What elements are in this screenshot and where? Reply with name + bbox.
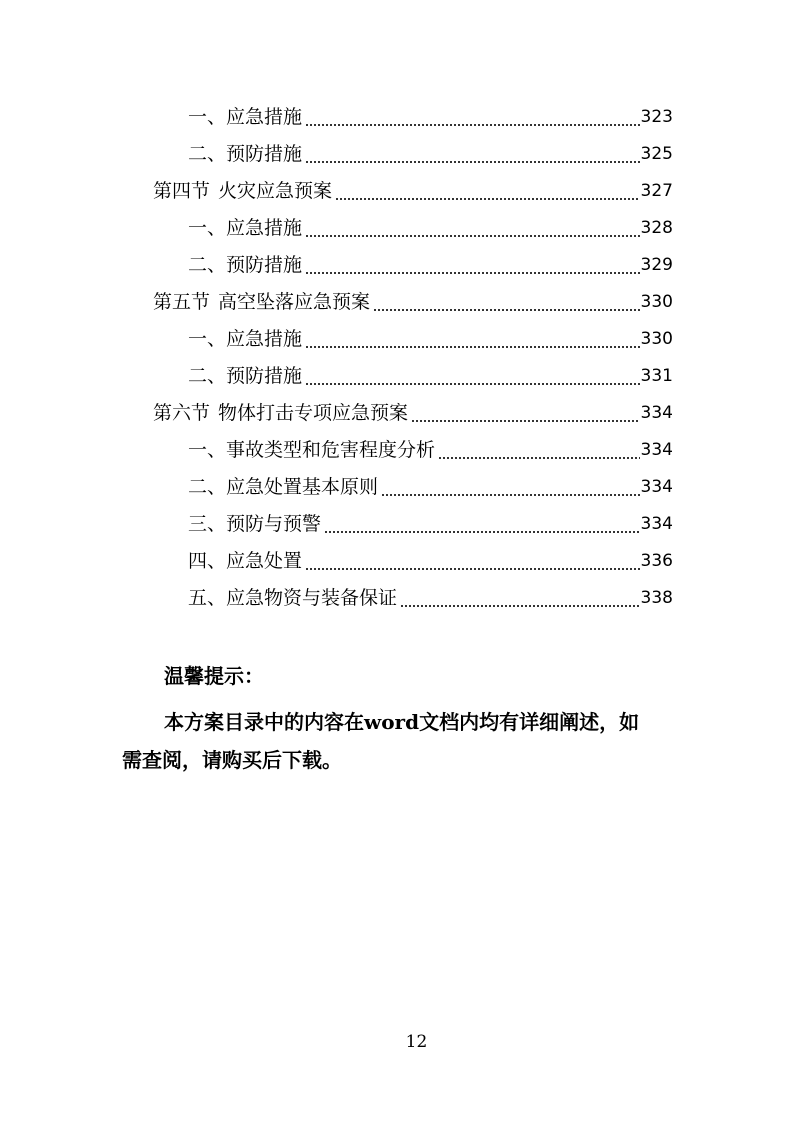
toc-entry-number: 三、 <box>188 513 227 535</box>
toc-entry-number: 二、 <box>188 254 227 276</box>
toc-entry[interactable] <box>153 286 673 318</box>
toc-entry[interactable] <box>188 434 673 466</box>
toc-entry-title: 应急物资与装备保证 <box>226 587 398 609</box>
toc-entry-number: 二、 <box>188 476 227 498</box>
toc-entry[interactable] <box>153 175 673 207</box>
dot-leader <box>373 286 640 318</box>
tip-message <box>122 703 677 779</box>
toc-entry[interactable] <box>188 249 673 281</box>
toc-entry-page: 330 <box>640 292 673 312</box>
toc-entry-number: 二、 <box>188 143 227 165</box>
toc-entry[interactable] <box>188 508 673 540</box>
toc-entry-title: 预防与预警 <box>226 513 322 535</box>
dot-leader <box>411 397 640 429</box>
tip-message-line-1: 本方案目录中的内容在word文档内均有详细阐述，如 <box>164 710 640 734</box>
dot-leader <box>438 434 640 466</box>
toc-entry-title: 物体打击专项应急预案 <box>218 402 409 424</box>
toc-entry[interactable] <box>188 212 673 244</box>
toc-entry-page: 330 <box>640 329 673 349</box>
toc-entry-title: 应急处置基本原则 <box>226 476 379 498</box>
dot-leader <box>324 508 640 540</box>
toc-entry-page: 338 <box>640 588 673 608</box>
toc-entry-title: 高空坠落应急预案 <box>218 291 371 313</box>
toc-entry-title: 应急措施 <box>226 328 303 350</box>
toc-entry-number: 第六节 <box>153 402 211 424</box>
toc-entry-title: 应急措施 <box>226 217 303 239</box>
toc-entry-title: 火灾应急预案 <box>218 180 333 202</box>
toc-entry-number: 五、 <box>188 587 227 609</box>
toc-entry-title: 应急措施 <box>226 106 303 128</box>
toc-entry-title: 事故类型和危害程度分析 <box>226 439 436 461</box>
toc-entry-title: 预防措施 <box>226 143 303 165</box>
page-number: 12 <box>405 1032 428 1052</box>
dot-leader <box>305 249 640 281</box>
toc-entry-number: 一、 <box>188 439 227 461</box>
toc-entry[interactable] <box>188 582 673 614</box>
toc-entry-number: 第四节 <box>153 180 211 202</box>
toc-entry-page: 327 <box>640 181 673 201</box>
toc-entry-page: 336 <box>640 551 673 571</box>
toc-entry-title: 预防措施 <box>226 254 303 276</box>
toc-entry[interactable] <box>188 545 673 577</box>
dot-leader <box>305 101 640 133</box>
toc-entry[interactable] <box>188 323 673 355</box>
toc-entry-page: 334 <box>640 403 673 423</box>
toc-entry-number: 二、 <box>188 365 227 387</box>
toc-entry-number: 四、 <box>188 550 227 572</box>
toc-entry-page: 329 <box>640 255 673 275</box>
toc-entry-title: 应急处置 <box>226 550 303 572</box>
dot-leader <box>381 471 640 503</box>
toc-entry[interactable] <box>153 397 673 429</box>
dot-leader <box>305 323 640 355</box>
toc-entry-number: 一、 <box>188 106 227 128</box>
toc-entry-page: 323 <box>640 107 673 127</box>
toc-entry[interactable] <box>188 101 673 133</box>
toc-entry[interactable] <box>188 360 673 392</box>
toc-entry-number: 一、 <box>188 328 227 350</box>
dot-leader <box>335 175 640 207</box>
toc-entry-page: 328 <box>640 218 673 238</box>
tip-heading: 温馨提示： <box>164 664 264 688</box>
toc-entry[interactable] <box>188 471 673 503</box>
toc-entry-page: 325 <box>640 144 673 164</box>
toc-entry[interactable] <box>188 138 673 170</box>
toc-entry-number: 一、 <box>188 217 227 239</box>
dot-leader <box>305 360 640 392</box>
toc-entry-number: 第五节 <box>153 291 211 313</box>
toc-entry-title: 预防措施 <box>226 365 303 387</box>
dot-leader <box>305 545 640 577</box>
dot-leader <box>305 212 640 244</box>
toc-entry-page: 334 <box>640 514 673 534</box>
dot-leader <box>305 138 640 170</box>
tip-message-line-2: 需查阅，请购买后下载。 <box>122 748 342 772</box>
toc-entry-page: 334 <box>640 440 673 460</box>
dot-leader <box>400 582 640 614</box>
toc-entry-page: 334 <box>640 477 673 497</box>
toc-entry-page: 331 <box>640 366 673 386</box>
